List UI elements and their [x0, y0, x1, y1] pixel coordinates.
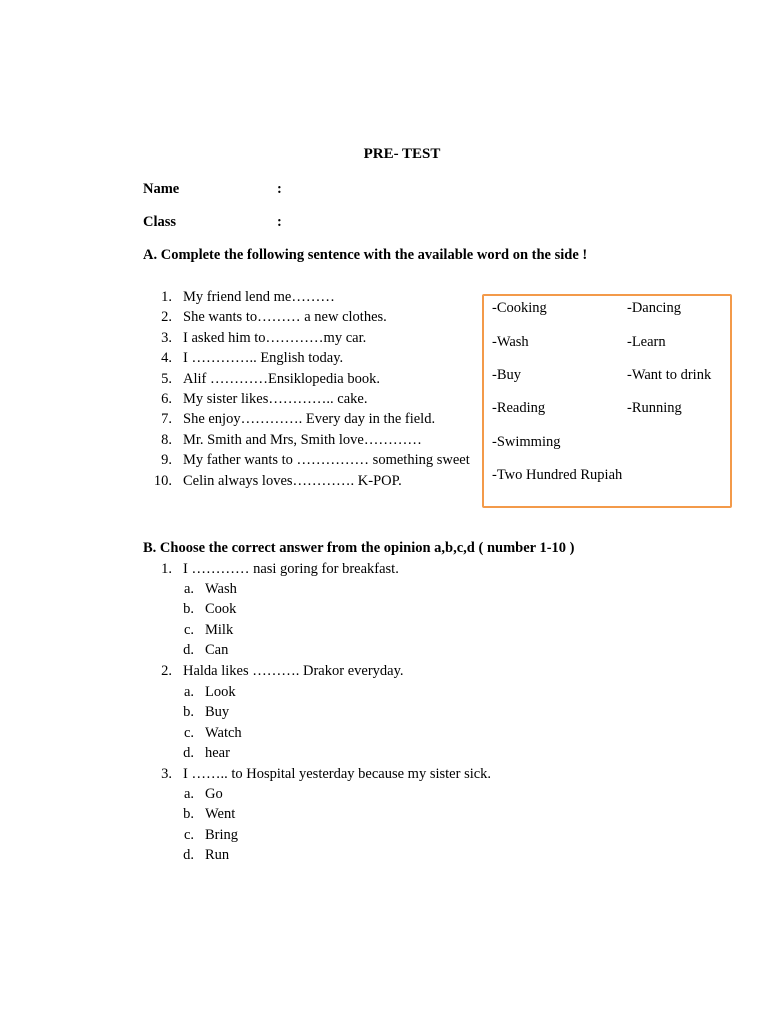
word-bank-item: -Two Hundred Rupiah [492, 467, 623, 483]
word-bank-item: -Buy [492, 367, 521, 383]
word-bank-item: -Wash [492, 334, 529, 350]
word-bank-item: -Cooking [492, 300, 547, 316]
question-number: 2. [161, 663, 172, 679]
item-number: 6. [161, 390, 172, 407]
option-letter: c. [183, 724, 194, 741]
option-letter: d. [183, 847, 194, 864]
word-bank-item: -Want to drink [627, 367, 712, 383]
class-label: Class [143, 214, 177, 230]
question-number: 1. [161, 561, 172, 577]
word-bank-item: -Swimming [492, 434, 561, 450]
option-text: Run [205, 847, 230, 864]
item-text: I ………….. English today. [183, 350, 344, 367]
option-letter: a. [183, 786, 194, 802]
item-number: 3. [161, 329, 172, 346]
item-text: My sister likes………….. cake. [183, 390, 368, 407]
option-letter: c. [183, 826, 194, 843]
option-text: Wash [205, 581, 237, 597]
word-bank-box [482, 294, 732, 508]
page-title: PRE- TEST [363, 146, 441, 162]
item-number: 9. [161, 452, 172, 469]
item-text: Celin always loves…………. K-POP. [183, 472, 402, 489]
item-number: 4. [161, 350, 172, 367]
option-letter: d. [183, 642, 194, 659]
name-colon: : [277, 181, 282, 197]
item-text: My father wants to …………… something sweet [183, 452, 470, 469]
class-colon: : [277, 214, 282, 230]
item-text: My friend lend me……… [183, 289, 335, 305]
question-text: I …….. to Hospital yesterday because my sister sick. [183, 766, 492, 782]
item-number: 1. [161, 289, 172, 305]
option-text: Buy [205, 704, 230, 721]
option-letter: c. [183, 621, 194, 638]
option-letter: b. [183, 601, 194, 618]
item-number: 2. [161, 309, 172, 326]
item-text: She wants to……… a new clothes. [183, 309, 387, 326]
option-text: Look [205, 684, 236, 700]
item-number: 7. [161, 411, 172, 428]
option-letter: b. [183, 704, 194, 721]
option-text: hear [205, 745, 230, 762]
item-number: 5. [161, 370, 172, 387]
option-text: Milk [205, 621, 234, 638]
option-text: Bring [205, 826, 239, 843]
word-bank-item: -Running [627, 400, 682, 416]
item-text: Mr. Smith and Mrs, Smith love………… [183, 431, 422, 448]
question-number: 3. [161, 766, 172, 782]
option-letter: a. [183, 581, 194, 597]
option-text: Cook [205, 601, 237, 618]
option-text: Can [205, 642, 229, 659]
item-number: 8. [161, 431, 172, 448]
option-text: Went [205, 806, 236, 823]
item-text: I asked him to…………my car. [183, 329, 367, 346]
question-text: I ………… nasi goring for breakfast. [183, 561, 399, 577]
word-bank-item: -Reading [492, 400, 546, 416]
word-bank-item: -Learn [627, 334, 666, 350]
section-a-heading: A. Complete the following sentence with the available word on the side ! [143, 247, 588, 263]
item-number: 10. [153, 472, 172, 489]
option-letter: d. [183, 745, 194, 762]
option-text: Watch [205, 724, 242, 741]
section-b-heading: B. Choose the correct answer from the opinion a,b,c,d ( number 1-10 ) [143, 540, 575, 556]
question-text: Halda likes ………. Drakor everyday. [183, 663, 404, 679]
item-text: Alif …………Ensiklopedia book. [183, 370, 380, 387]
item-text: She enjoy…………. Every day in the field. [183, 411, 436, 428]
option-text: Go [205, 786, 223, 802]
option-letter: b. [183, 806, 194, 823]
option-letter: a. [183, 684, 194, 700]
word-bank-item: -Dancing [627, 300, 681, 316]
name-label: Name [143, 181, 180, 197]
